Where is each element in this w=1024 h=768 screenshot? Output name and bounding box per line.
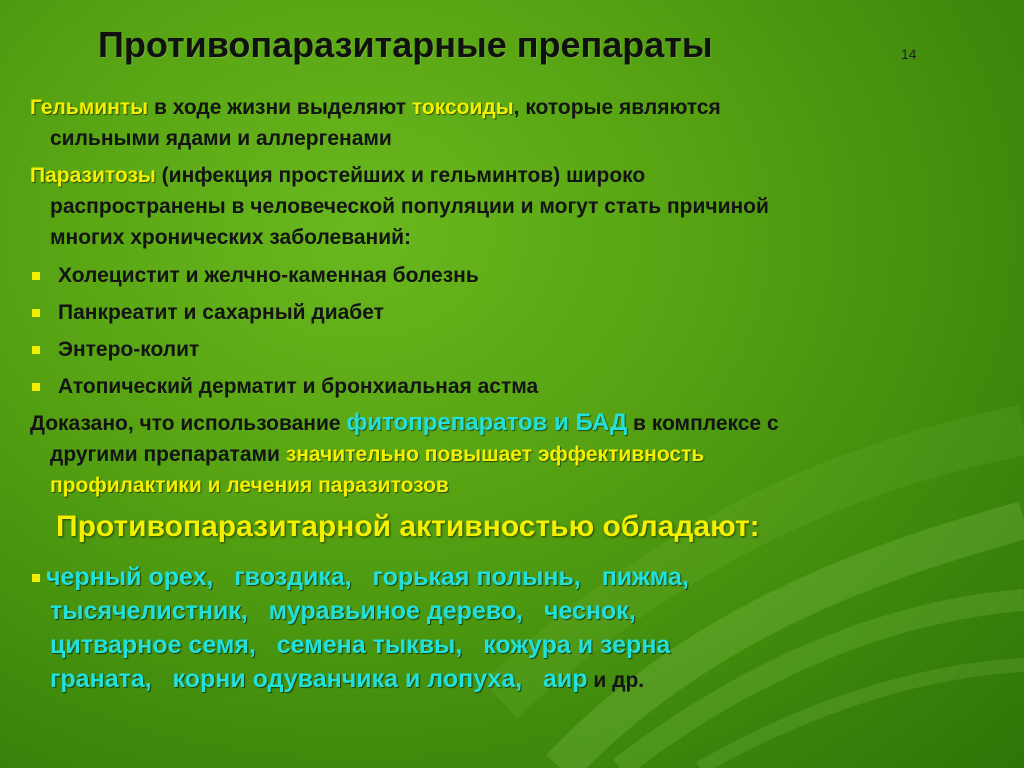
section-heading: Противопаразитарной активностью обладают:	[56, 510, 760, 543]
para3-line2	[30, 439, 779, 470]
para2-text-c: многих хронических заболеваний:	[50, 226, 412, 249]
slide-title: Противопаразитарные препараты	[98, 24, 713, 65]
herb-text: граната, корни одуванчика и лопуха, аир	[50, 665, 588, 693]
list-item	[30, 257, 538, 294]
term-parasitoses: Паразитозы	[30, 164, 156, 187]
list-item	[30, 294, 538, 331]
slide-number: 14	[901, 46, 917, 62]
disease-list	[30, 257, 538, 405]
term-phytopreparations: фитопрепаратов и БАД	[346, 409, 628, 436]
etc-text: и др.	[587, 669, 645, 692]
herb-text: черный орех, гвоздика, горькая полынь, пижма,	[46, 563, 689, 591]
term-toxoids: токсоиды	[411, 96, 514, 119]
herb-line	[30, 560, 980, 594]
square-bullet-icon	[32, 309, 40, 317]
disease-label: Холецистит и желчно-каменная болезнь	[58, 263, 479, 287]
para3-text-c: другими препаратами	[50, 443, 286, 466]
paragraph-phytopreparations	[30, 407, 779, 501]
disease-label: Панкреатит и сахарный диабет	[58, 300, 384, 324]
para1-text-b: , которые являются	[513, 96, 721, 119]
disease-label: Энтеро-колит	[58, 337, 200, 361]
list-item	[30, 331, 538, 368]
paragraph-helminths	[30, 92, 721, 154]
square-bullet-icon	[32, 272, 40, 280]
square-bullet-icon	[32, 383, 40, 391]
disease-label: Атопический дерматит и бронхиальная астма	[58, 374, 539, 398]
square-bullet-icon	[32, 574, 40, 582]
para2-text-b: распространены в человеческой популяции и могут стать причиной	[50, 195, 769, 218]
paragraph-parasitoses	[30, 160, 769, 253]
para3-text-d: профилактики и лечения паразитозов	[50, 474, 449, 497]
square-bullet-icon	[32, 346, 40, 354]
para3-text-b: в комплексе с	[627, 412, 779, 435]
herb-line: тысячелистник, муравьиное дерево, чеснок,	[50, 597, 636, 625]
para2-text-a: (инфекция простейших и гельминтов) широко	[155, 164, 646, 187]
term-helminths: Гельминты	[30, 96, 149, 119]
herb-line	[30, 662, 980, 698]
para1-text-c: сильными ядами и аллергенами	[50, 127, 392, 150]
para1-text-a: в ходе жизни выделяют	[148, 96, 412, 119]
herb-list	[30, 560, 980, 698]
para3-text-a: Доказано, что использование	[30, 412, 347, 435]
list-item	[30, 368, 538, 405]
herb-line: цитварное семя, семена тыквы, кожура и зерна	[50, 631, 671, 659]
term-efficiency: значительно повышает эффективность	[285, 443, 705, 466]
